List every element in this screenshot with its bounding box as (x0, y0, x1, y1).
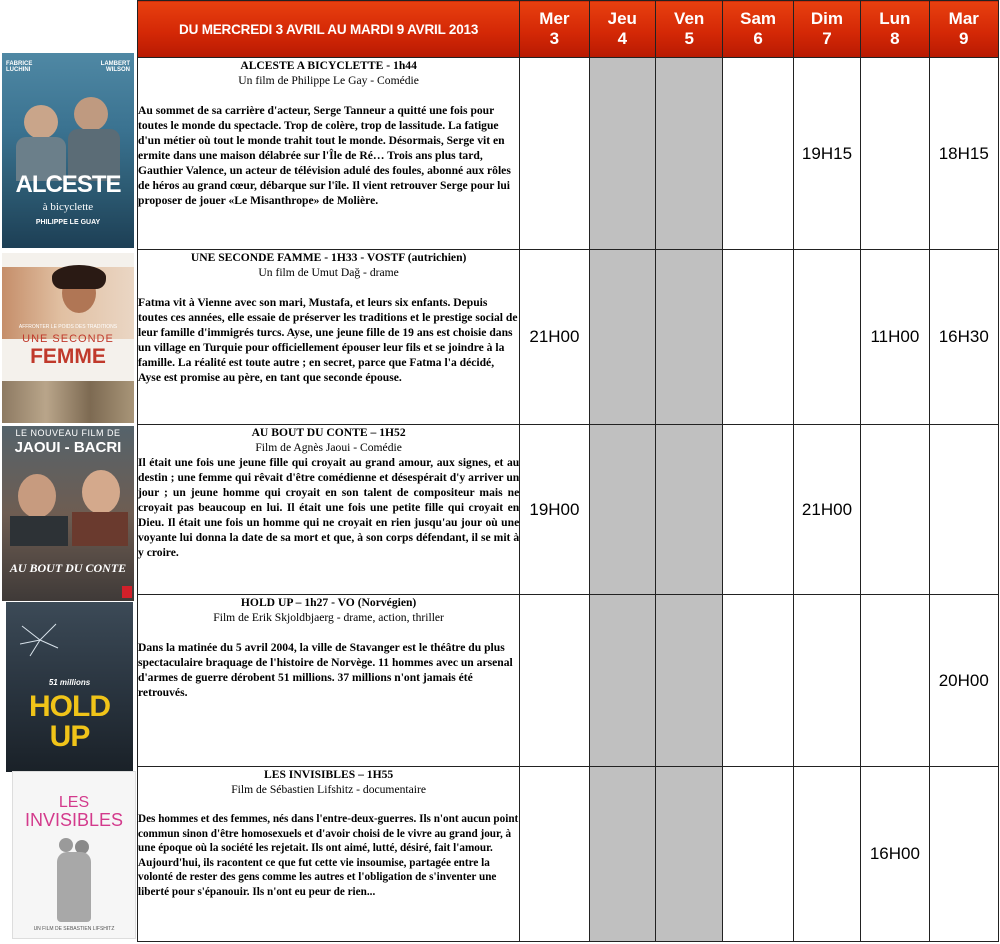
film-description: Au sommet de sa carrière d'acteur, Serge Tanneur a quitté une fois pour toutes le monde du spectacle. Trop de colère, trop de lassitude. La fatigue d'un métier où tout le monde trahit tout le monde. Désormais, Serge vit en ermite dans une maison délabrée sur l'Île de Ré… Trois ans plus tard, Gauthier Valence, un acteur de télévision adulé des foules, abonné aux rôles de héros au grand cœur, débarque sur l'île. Il vient retrouver Serge pour lui proposer de jouer «Le Misanthrope» de Molière. (138, 104, 511, 207)
film-subtitle: Un film de Umut Dağ - drame (258, 266, 399, 279)
day-number: 3 (549, 29, 560, 48)
film-subtitle: Film de Agnès Jaoui - Comédie (255, 441, 402, 454)
poster-figures (16, 91, 120, 181)
poster-credit-right: LAMBERT WILSON (100, 61, 130, 73)
poster-header: LE NOUVEAU FILM DE (15, 428, 121, 438)
poster-figures (55, 838, 95, 922)
shattered-glass-icon (20, 622, 60, 658)
film-description: Fatma vit à Vienne avec son mari, Mustafa, et leurs six enfants. Depuis toutes ces années, elle essaie de préserver les traditions et le prestige social de leur famille d'immigrés turcs. Ayse, une jeune fille de 19 ans est choisie dans un village en Turquie pour officiellement épouser leur fils et se joindre à la famille. La réalité est toute autre ; en secret, parce que Fatma l'a décidé, Ayse est promise au père, en tant que seconde épouse. (138, 296, 518, 384)
showtime-dim: 19H15 (793, 58, 860, 250)
showtime-dim (793, 250, 860, 425)
day-number: 6 (753, 29, 763, 48)
showtime-dim (793, 595, 860, 767)
poster-title-line1: LES (58, 794, 90, 811)
day-header-mar (929, 1, 998, 58)
showtime-sam (723, 425, 793, 595)
poster-tagline: AFFRONTER LE POIDS DES TRADITIONS (18, 324, 118, 330)
poster-subtitle: à bicyclette (42, 201, 94, 213)
day-number: 9 (959, 29, 969, 48)
film-info (138, 250, 520, 425)
day-name: Lun (879, 9, 911, 28)
showtime-mer (520, 58, 589, 250)
film-title: UNE SECONDE FAMME - 1H33 - VOSTF (autrichien) (190, 251, 467, 264)
showtime-dim: 21H00 (793, 425, 860, 595)
showtime-jeu (589, 595, 655, 767)
day-number: 5 (684, 29, 694, 48)
poster-alceste-a-bicyclette (2, 53, 134, 248)
poster-title: ALCESTE (15, 171, 121, 198)
showtime-mar (929, 767, 998, 942)
day-header-dim (793, 1, 860, 58)
showtime-sam (723, 58, 793, 250)
showtime-lun (861, 58, 929, 250)
film-row (138, 767, 999, 942)
poster-hold-up (6, 602, 133, 772)
film-row (138, 595, 999, 767)
film-info (138, 425, 520, 595)
showtime-mer (520, 767, 589, 942)
day-name: Mer (539, 9, 570, 28)
day-name: Dim (810, 9, 844, 28)
showtime-mar: 18H15 (929, 58, 998, 250)
showtime-jeu (589, 58, 655, 250)
film-title: AU BOUT DU CONTE – 1H52 (251, 426, 406, 439)
poster-director: PHILIPPE LE GUAY (35, 219, 101, 226)
film-subtitle: Film de Erik Skjoldbjaerg - drame, action, thriller (213, 611, 444, 624)
showtime-mer: 19H00 (520, 425, 589, 595)
film-info (138, 58, 520, 250)
showtime-sam (723, 250, 793, 425)
schedule-table (137, 0, 999, 942)
poster-names: JAOUI - BACRI (14, 439, 122, 456)
showtime-sam (723, 595, 793, 767)
film-description: Il était une fois une jeune fille qui croyait au grand amour, aux signes, et au destin ; une femme qui rêvait d'être comédienne et désespérait d'y arriver un jour ; un jeune homme qui croyait en son talent de compositeur mais ne croyait pas beaucoup en lui. Il était une fois une petite fille qui croyait en Dieu. Il était une fois un homme qui ne croyait en rien jusqu'au jour où une voyante lui donna la date de sa mort et que, à son corps défendant, il se mit à y croire. (138, 456, 520, 559)
header-row (138, 1, 999, 58)
film-title: LES INVISIBLES – 1H55 (264, 768, 394, 781)
showtime-jeu (589, 250, 655, 425)
showtime-ven (655, 767, 722, 942)
showtime-lun: 16H00 (861, 767, 929, 942)
film-info (138, 595, 520, 767)
poster-photo-strip (2, 381, 134, 423)
day-name: Jeu (607, 9, 637, 28)
day-name: Mar (948, 9, 979, 28)
showtime-ven (655, 595, 722, 767)
poster-title: AU BOUT DU CONTE (9, 561, 127, 575)
posters-column (0, 0, 137, 944)
showtime-mar: 20H00 (929, 595, 998, 767)
showtime-jeu (589, 425, 655, 595)
poster-title-line2: INVISIBLES (24, 810, 124, 830)
showtime-lun (861, 595, 929, 767)
film-subtitle: Film de Sébastien Lifshitz - documentaire (231, 783, 426, 796)
day-header-jeu (589, 1, 655, 58)
poster-title-line1: UNE SECONDE (22, 333, 114, 345)
showtime-jeu (589, 767, 655, 942)
showtime-mar (929, 425, 998, 595)
poster-faces (10, 466, 128, 546)
film-subtitle: Un film de Philippe Le Gay - Comédie (238, 74, 419, 87)
poster-badge (122, 586, 132, 598)
showtime-dim (793, 767, 860, 942)
film-description: Dans la matinée du 5 avril 2004, la ville de Stavanger est le théâtre du plus spectaculaire braquage de l'histoire de Norvège. 11 hommes avec un arsenal d'armes de guerre dérobent 51 millions. 37 millions n'ont jamais été retrouvés. (138, 641, 513, 699)
film-description: Des hommes et des femmes, nés dans l'entre-deux-guerres. Ils n'ont aucun point commun sinon d'être homosexuels et d'avoir choisi de le vivre au grand jour, à une époque où la société les rejetait. Ils ont aimé, lutté, désiré, fait l'amour. Aujourd'hui, ils racontent ce que fut cette vie insoumise, partagée entre la volonté de rester des gens comme les autres et l'obligation de s'inventer une liberté pour s'épanouir. Ils n'ont eu peur de rien... (138, 813, 519, 898)
film-title: ALCESTE A BICYCLETTE - 1h44 (240, 59, 417, 72)
poster-title-line2: FEMME (30, 345, 106, 368)
film-info (138, 767, 520, 942)
showtime-lun (861, 425, 929, 595)
showtime-lun: 11H00 (861, 250, 929, 425)
poster-une-seconde-femme (2, 253, 134, 423)
day-header-ven (655, 1, 722, 58)
showtime-mer: 21H00 (520, 250, 589, 425)
poster-title-line2: UP (49, 720, 90, 753)
poster-credit: UN FILM DE SEBASTIEN LIFSHITZ (33, 926, 115, 932)
day-number: 8 (890, 29, 900, 48)
showtime-ven (655, 250, 722, 425)
film-row (138, 58, 999, 250)
day-number: 4 (617, 29, 628, 48)
day-header-mer (520, 1, 589, 58)
poster-credit-left: FABRICE LUCHINI (6, 61, 33, 73)
film-row (138, 250, 999, 425)
showtime-mer (520, 595, 589, 767)
poster-tagline: 51 millions (48, 678, 91, 687)
showtime-ven (655, 58, 722, 250)
day-header-sam (723, 1, 793, 58)
poster-les-invisibles (12, 771, 136, 939)
showtime-sam (723, 767, 793, 942)
poster-au-bout-du-conte (2, 426, 134, 601)
day-name: Sam (740, 9, 777, 28)
day-header-lun (861, 1, 929, 58)
showtime-mar: 16H30 (929, 250, 998, 425)
poster-title-line1: HOLD (29, 690, 110, 723)
film-row (138, 425, 999, 595)
day-number: 7 (822, 29, 832, 48)
day-name: Ven (674, 9, 705, 28)
showtime-ven (655, 425, 722, 595)
film-title: HOLD UP – 1h27 - VO (Norvégien) (240, 596, 417, 609)
week-title: DU MERCREDI 3 AVRIL AU MARDI 9 AVRIL 2013 (138, 1, 520, 58)
